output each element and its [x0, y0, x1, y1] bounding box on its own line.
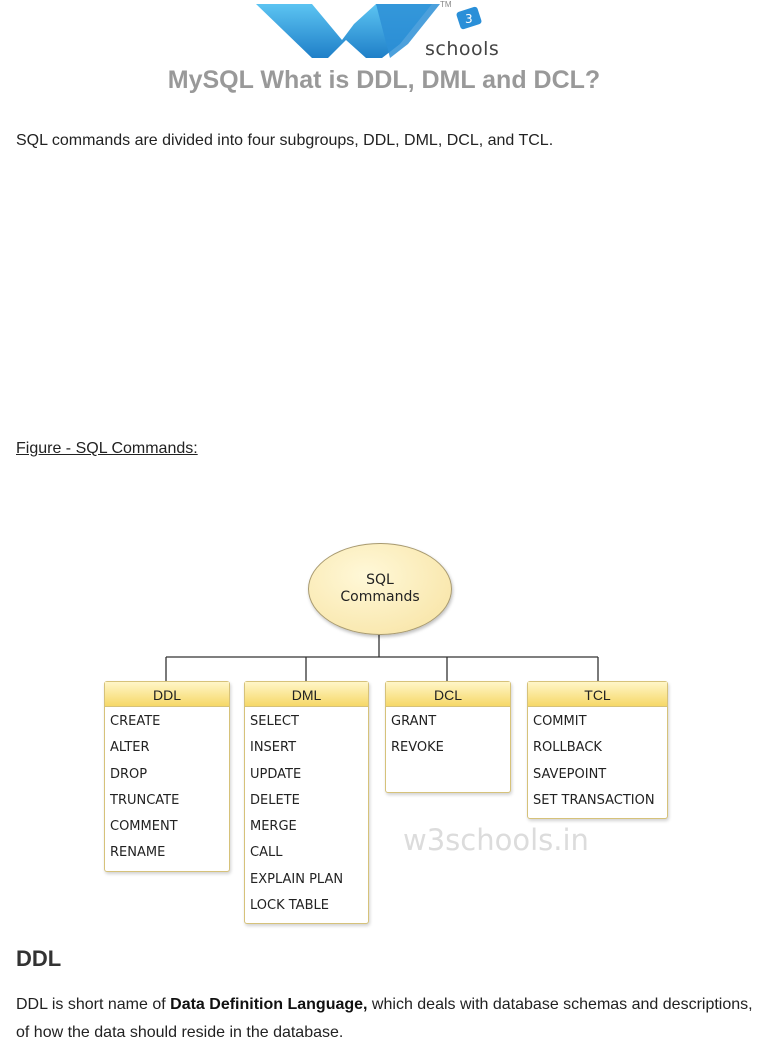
command-item: RENAME	[110, 845, 166, 861]
intro-text: SQL commands are divided into four subgroups, DDL, DML, DCL, and TCL.	[16, 132, 554, 149]
command-item: DROP	[110, 766, 148, 782]
group-dml	[244, 681, 369, 924]
sql-commands-root-node	[308, 543, 452, 635]
command-item: SELECT	[250, 714, 299, 729]
command-item: INSERT	[250, 740, 297, 756]
ddl-paragraph	[16, 991, 756, 1047]
para-text-pre: DDL is short name of	[16, 996, 171, 1013]
trademark: TM	[440, 0, 452, 9]
brand-name: schools	[425, 38, 500, 60]
group-header: DCL	[386, 682, 510, 707]
group-ddl	[104, 681, 230, 872]
command-item: LOCK TABLE	[250, 898, 329, 914]
page-title: MySQL What is DDL, DML and DCL?	[167, 66, 601, 94]
figure-caption-link[interactable]: Figure - SQL Commands:	[16, 440, 198, 457]
command-item: ALTER	[110, 740, 150, 756]
command-item: GRANT	[391, 714, 437, 729]
command-item: ROLLBACK	[533, 740, 602, 756]
command-item: MERGE	[250, 819, 297, 835]
command-item: REVOKE	[391, 740, 444, 756]
command-item: COMMENT	[110, 819, 178, 835]
para-bold-term: Data Definition Language,	[170, 996, 368, 1013]
group-header: TCL	[528, 682, 667, 707]
command-item: SET TRANSACTION	[533, 792, 655, 808]
command-item: TRUNCATE	[110, 792, 180, 808]
root-label-line2: Commands	[340, 589, 420, 605]
watermark: w3schools.in	[403, 823, 589, 857]
para-text-post: which deals with database schemas and descriptions, of how the data should reside in the database.	[16, 996, 753, 1041]
badge-icon	[456, 6, 482, 30]
command-item: UPDATE	[250, 766, 302, 782]
group-dcl	[385, 681, 511, 793]
group-header: DML	[245, 682, 368, 707]
group-tcl	[527, 681, 668, 819]
command-item: CREATE	[110, 714, 161, 729]
root-label-line1: SQL	[366, 572, 394, 588]
command-item: CALL	[250, 845, 283, 861]
svg-text:3: 3	[465, 12, 473, 26]
sql-commands-diagram	[0, 535, 768, 930]
section-heading-ddl: DDL	[16, 946, 62, 971]
command-item: SAVEPOINT	[533, 766, 607, 782]
command-item: DELETE	[250, 792, 300, 808]
group-header: DDL	[105, 682, 229, 707]
command-item: EXPLAIN PLAN	[250, 871, 344, 887]
command-item: COMMIT	[533, 714, 587, 729]
